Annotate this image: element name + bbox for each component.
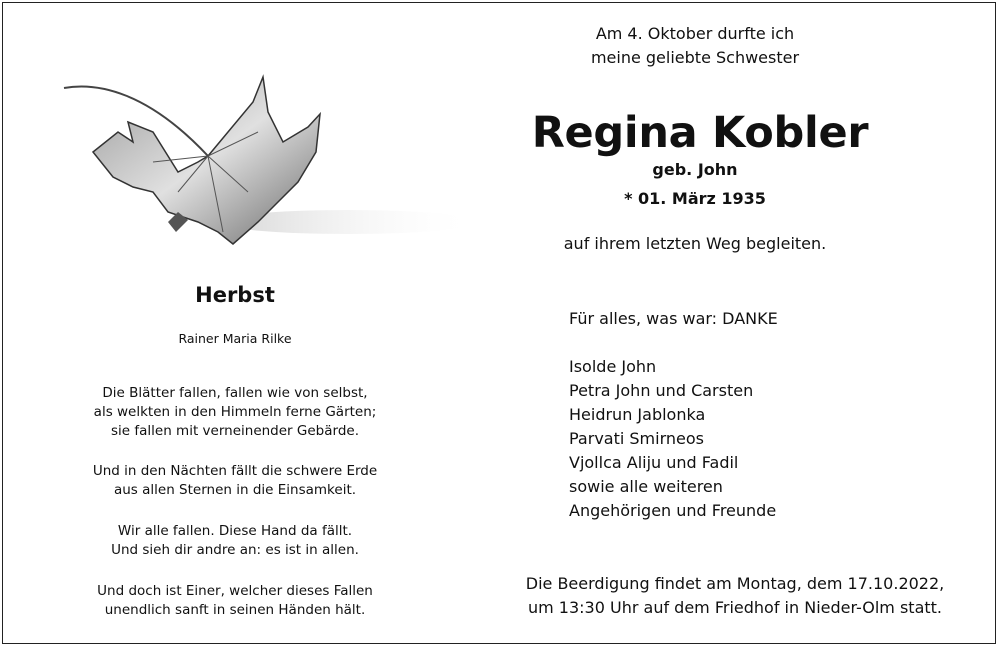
mourner-item: sowie alle weiteren	[569, 477, 723, 496]
poem-author: Rainer Maria Rilke	[178, 331, 292, 346]
mourner-item: Heidrun Jablonka	[569, 405, 706, 424]
funeral-line: Die Beerdigung findet am Montag, dem 17.10.2022,	[525, 574, 945, 593]
poem-line: Und doch ist Einer, welcher dieses Fallen	[97, 583, 373, 599]
poem-line: Und in den Nächten fällt die schwere Erde	[92, 463, 378, 479]
birth-date: * 01. März 1935	[624, 189, 766, 208]
funeral-line: um 13:30 Uhr auf dem Friedhof in Nieder-Olm statt.	[527, 598, 943, 617]
poem-title: Herbst	[195, 283, 275, 307]
poem-stanza-4	[60, 582, 410, 620]
poem-stanza-2	[60, 462, 410, 500]
poem-line: Wir alle fallen. Diese Hand da fällt.	[117, 523, 353, 539]
thanks-text: Für alles, was war: DANKE	[569, 309, 778, 328]
poem-line: sie fallen mit verneinender Gebärde.	[111, 423, 359, 439]
autumn-leaf-icon	[58, 72, 478, 257]
poem-line: als welkten in den Himmeln ferne Gärten;	[93, 404, 377, 420]
last-way-text: auf ihrem letzten Weg begleiten.	[563, 234, 827, 253]
poem-stanza-1	[60, 384, 410, 441]
mourner-item: Parvati Smirneos	[569, 429, 704, 448]
poem-stanza-3	[60, 522, 410, 560]
poem-line: Die Blätter fallen, fallen wie von selbst,	[102, 385, 368, 401]
funeral-info	[500, 572, 970, 620]
intro-line: meine geliebte Schwester	[590, 48, 800, 67]
mourner-item: Petra John und Carsten	[569, 381, 754, 400]
poem-line: Und sieh dir andre an: es ist in allen.	[111, 542, 359, 558]
intro-text	[520, 22, 870, 70]
birth-name: geb. John	[652, 160, 738, 179]
poem-line: aus allen Sternen in die Einsamkeit.	[113, 482, 357, 498]
mourner-item: Isolde John	[569, 357, 657, 376]
intro-line: Am 4. Oktober durfte ich	[595, 24, 795, 43]
mourner-item: Angehörigen und Freunde	[569, 501, 777, 520]
deceased-name: Regina Kobler	[531, 108, 869, 158]
mourners-list	[569, 355, 776, 523]
poem-line: unendlich sanft in seinen Händen hält.	[104, 602, 366, 618]
mourner-item: Vjollca Aliju und Fadil	[569, 453, 739, 472]
